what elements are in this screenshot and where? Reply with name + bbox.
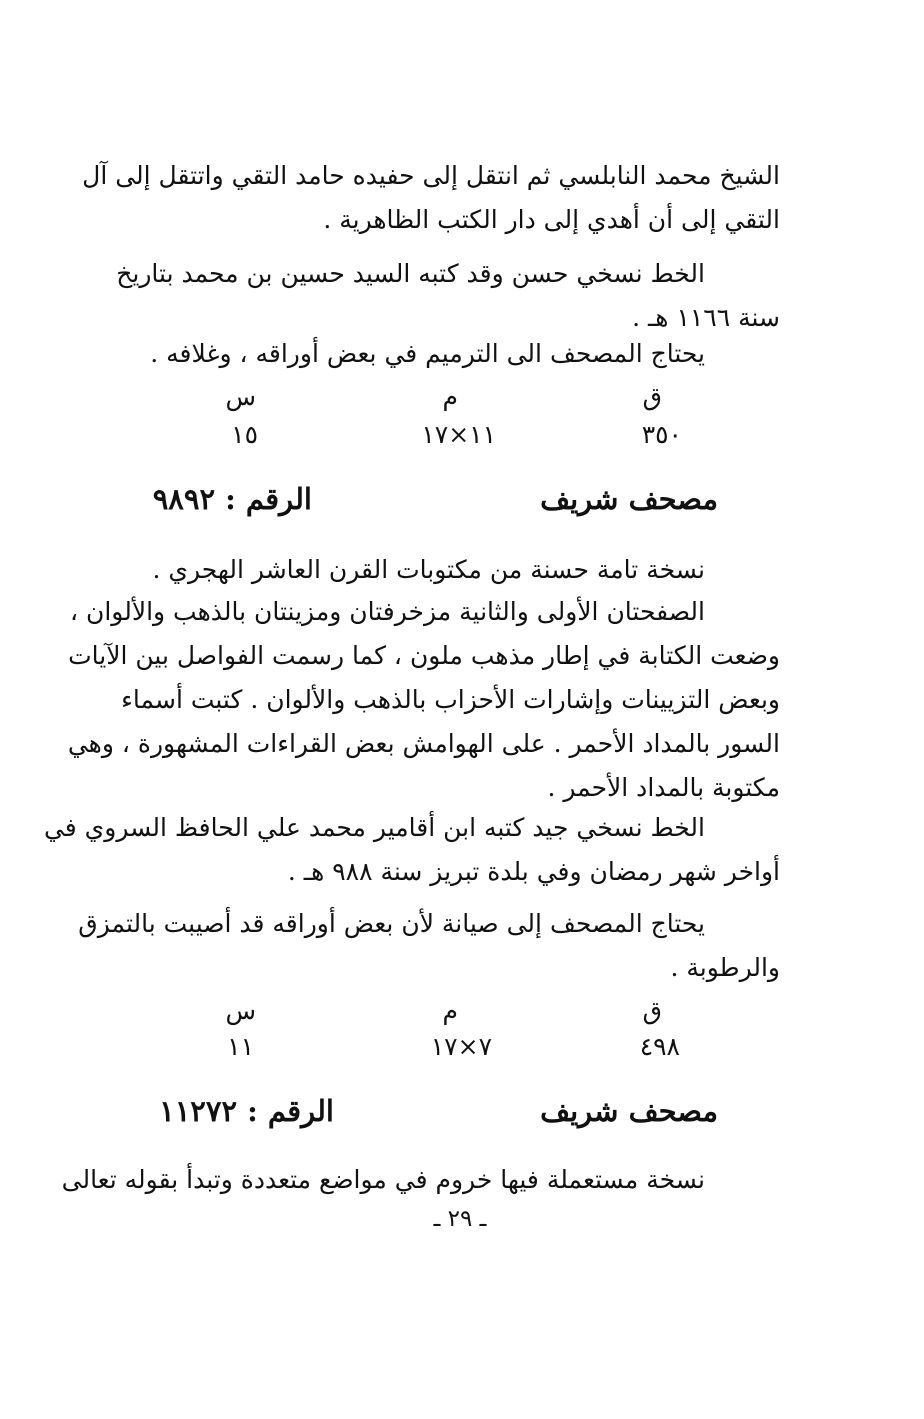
text-line: أواخر شهر رمضان وفي بلدة تبريز سنة ٩٨٨ هـ . — [287, 857, 780, 886]
text-line: وضعت الكتابة في إطار مذهب ملون ، كما رسمت الفواصل بين الآيات — [68, 641, 780, 670]
page-number: ـ ٢٩ ـ — [433, 1206, 487, 1232]
value-lines: ١٥ — [231, 420, 258, 449]
entry1-number: الرقم : ٩٨٩٢ — [152, 482, 312, 516]
entry1-paragraph-script — [43, 806, 780, 894]
text-line: يحتاج المصحف إلى صيانة لأن بعض أوراقه قد أصيبت بالتمزق — [78, 909, 705, 938]
text-line: نسخة مستعملة فيها خروم في مواضع متعددة وتبدأ بقوله تعالى — [61, 1165, 705, 1194]
intro-table-values — [228, 420, 682, 454]
value-folios: ٤٩٨ — [639, 1032, 680, 1061]
text-line: سنة ١١٦٦ هـ . — [632, 303, 780, 332]
header-dimensions: م — [442, 996, 458, 1025]
entry1-paragraph-condition — [78, 902, 780, 990]
text-line: الخط نسخي جيد كتبه ابن أقامير محمد علي الحافظ السروي في — [43, 813, 705, 842]
header-folios: ق — [642, 996, 662, 1025]
entry1-table-values — [227, 1032, 680, 1066]
entry1-table-headers — [225, 996, 668, 1030]
text-line: مكتوبة بالمداد الأحمر . — [547, 773, 780, 802]
text-line: الصفحتان الأولى والثانية مزخرفتان ومزينتان بالذهب والألوان ، — [69, 597, 705, 626]
entry1-paragraph-description — [128, 548, 780, 592]
text-line: نسخة تامة حسنة من مكتوبات القرن العاشر الهجري . — [152, 555, 705, 584]
header-lines: س — [225, 382, 256, 411]
header-dimensions: م — [442, 382, 458, 411]
intro-table-headers — [225, 382, 668, 416]
entry2-title: مصحف شريف — [540, 1094, 718, 1128]
intro-paragraph-script — [116, 252, 780, 340]
entry2-paragraph-description — [61, 1158, 780, 1202]
text-line: التقي إلى أن أهدي إلى دار الكتب الظاهرية . — [323, 205, 780, 234]
intro-paragraph-condition — [128, 332, 780, 376]
entry1-paragraph-decoration — [67, 590, 780, 810]
value-dimensions: ١١×١٧ — [421, 420, 496, 449]
entry1-title: مصحف شريف — [540, 482, 718, 516]
text-line: والرطوبة . — [670, 953, 780, 982]
intro-paragraph-provenance — [82, 154, 780, 242]
header-lines: س — [225, 996, 256, 1025]
text-line: السور بالمداد الأحمر . على الهوامش بعض القراءات المشهورة ، وهي — [67, 729, 780, 758]
text-line: وبعض التزيينات وإشارات الأحزاب بالذهب والألوان . كتبت أسماء — [121, 685, 780, 714]
text-line: يحتاج المصحف الى الترميم في بعض أوراقه ، وغلافه . — [150, 339, 705, 368]
value-lines: ١١ — [227, 1032, 254, 1061]
value-dimensions: ٧×١٧ — [430, 1032, 492, 1061]
header-folios: ق — [642, 382, 662, 411]
text-line: الخط نسخي حسن وقد كتبه السيد حسين بن محمد بتاريخ — [116, 259, 705, 288]
entry2-number: الرقم : ١١٢٧٢ — [159, 1094, 334, 1128]
value-folios: ٣٥٠ — [641, 420, 682, 449]
text-line: الشيخ محمد النابلسي ثم انتقل إلى حفيده حامد التقي واتتقل إلى آل — [82, 161, 780, 190]
